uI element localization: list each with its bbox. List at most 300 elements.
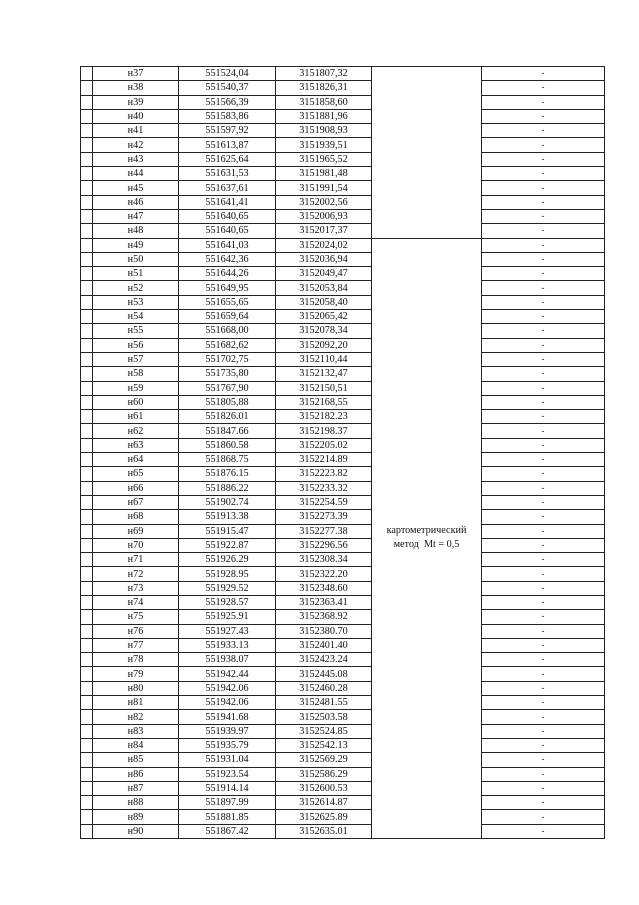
- x-coordinate-cell: 551767,90: [179, 381, 276, 395]
- point-name-cell: н58: [93, 367, 179, 381]
- point-name-cell: н40: [93, 109, 179, 123]
- x-coordinate-cell: 551597,92: [179, 124, 276, 138]
- point-name-cell: н52: [93, 281, 179, 295]
- x-coordinate-cell: 551926.29: [179, 553, 276, 567]
- y-coordinate-cell: 3152635.01: [276, 824, 372, 838]
- value-dash-cell: -: [482, 238, 605, 252]
- coordinates-table-body: [81, 67, 605, 839]
- row-margin-cell: [81, 767, 93, 781]
- table-row: [81, 395, 605, 409]
- value-dash-cell: -: [482, 453, 605, 467]
- value-dash-cell: -: [482, 738, 605, 752]
- point-name-cell: н48: [93, 224, 179, 238]
- row-margin-cell: [81, 481, 93, 495]
- x-coordinate-cell: 551640,65: [179, 224, 276, 238]
- table-row: [81, 95, 605, 109]
- value-dash-cell: -: [482, 796, 605, 810]
- table-row: [81, 696, 605, 710]
- row-margin-cell: [81, 538, 93, 552]
- y-coordinate-cell: 3152380.70: [276, 624, 372, 638]
- value-dash-cell: -: [482, 395, 605, 409]
- x-coordinate-cell: 551931.04: [179, 753, 276, 767]
- y-coordinate-cell: 3152233.32: [276, 481, 372, 495]
- row-margin-cell: [81, 209, 93, 223]
- row-margin-cell: [81, 310, 93, 324]
- x-coordinate-cell: 551847.66: [179, 424, 276, 438]
- table-row: [81, 324, 605, 338]
- x-coordinate-cell: 551942.06: [179, 696, 276, 710]
- row-margin-cell: [81, 510, 93, 524]
- row-margin-cell: [81, 167, 93, 181]
- y-coordinate-cell: 3152614.87: [276, 796, 372, 810]
- y-coordinate-cell: 3152460.28: [276, 681, 372, 695]
- y-coordinate-cell: 3152445.08: [276, 667, 372, 681]
- table-row: [81, 567, 605, 581]
- coordinates-table: [80, 66, 605, 839]
- row-margin-cell: [81, 424, 93, 438]
- value-dash-cell: -: [482, 224, 605, 238]
- point-name-cell: н57: [93, 352, 179, 366]
- y-coordinate-cell: 3152053,84: [276, 281, 372, 295]
- value-dash-cell: -: [482, 753, 605, 767]
- table-row: [81, 310, 605, 324]
- table-row: [81, 352, 605, 366]
- value-dash-cell: -: [482, 181, 605, 195]
- row-margin-cell: [81, 624, 93, 638]
- y-coordinate-cell: 3152002,56: [276, 195, 372, 209]
- point-name-cell: н72: [93, 567, 179, 581]
- x-coordinate-cell: 551881.85: [179, 810, 276, 824]
- x-coordinate-cell: 551735,80: [179, 367, 276, 381]
- x-coordinate-cell: 551637,61: [179, 181, 276, 195]
- point-name-cell: н45: [93, 181, 179, 195]
- row-margin-cell: [81, 81, 93, 95]
- value-dash-cell: -: [482, 124, 605, 138]
- point-name-cell: н69: [93, 524, 179, 538]
- row-margin-cell: [81, 553, 93, 567]
- point-name-cell: н49: [93, 238, 179, 252]
- y-coordinate-cell: 3152024,02: [276, 238, 372, 252]
- table-row: [81, 767, 605, 781]
- y-coordinate-cell: 3151965,52: [276, 152, 372, 166]
- row-margin-cell: [81, 495, 93, 509]
- point-name-cell: н78: [93, 653, 179, 667]
- method-cell-upper: [372, 67, 482, 239]
- value-dash-cell: -: [482, 595, 605, 609]
- row-margin-cell: [81, 124, 93, 138]
- y-coordinate-cell: 3152150,51: [276, 381, 372, 395]
- x-coordinate-cell: 551868.75: [179, 453, 276, 467]
- table-row: [81, 381, 605, 395]
- row-margin-cell: [81, 267, 93, 281]
- x-coordinate-cell: 551659,64: [179, 310, 276, 324]
- table-row: [81, 181, 605, 195]
- row-margin-cell: [81, 567, 93, 581]
- row-margin-cell: [81, 595, 93, 609]
- y-coordinate-cell: 3152481.55: [276, 696, 372, 710]
- method-text-line1: картометрический: [386, 525, 467, 537]
- value-dash-cell: -: [482, 324, 605, 338]
- y-coordinate-cell: 3151939,51: [276, 138, 372, 152]
- table-row: [81, 453, 605, 467]
- y-coordinate-cell: 3152273.39: [276, 510, 372, 524]
- value-dash-cell: -: [482, 781, 605, 795]
- row-margin-cell: [81, 67, 93, 81]
- y-coordinate-cell: 3152254.59: [276, 495, 372, 509]
- value-dash-cell: -: [482, 510, 605, 524]
- row-margin-cell: [81, 753, 93, 767]
- x-coordinate-cell: 551938.07: [179, 653, 276, 667]
- point-name-cell: н39: [93, 95, 179, 109]
- x-coordinate-cell: 551913.38: [179, 510, 276, 524]
- table-row: [81, 653, 605, 667]
- x-coordinate-cell: 551935.79: [179, 738, 276, 752]
- table-row: [81, 67, 605, 81]
- point-name-cell: н65: [93, 467, 179, 481]
- y-coordinate-cell: 3152182.23: [276, 410, 372, 424]
- point-name-cell: н37: [93, 67, 179, 81]
- y-coordinate-cell: 3152401.40: [276, 638, 372, 652]
- point-name-cell: н53: [93, 295, 179, 309]
- y-coordinate-cell: 3152600.53: [276, 781, 372, 795]
- table-row: [81, 81, 605, 95]
- table-row: [81, 638, 605, 652]
- point-name-cell: н84: [93, 738, 179, 752]
- y-coordinate-cell: 3152363.41: [276, 595, 372, 609]
- x-coordinate-cell: 551566,39: [179, 95, 276, 109]
- point-name-cell: н51: [93, 267, 179, 281]
- table-row: [81, 167, 605, 181]
- row-margin-cell: [81, 295, 93, 309]
- table-row: [81, 595, 605, 609]
- row-margin-cell: [81, 395, 93, 409]
- table-row: [81, 624, 605, 638]
- y-coordinate-cell: 3152277.38: [276, 524, 372, 538]
- row-margin-cell: [81, 438, 93, 452]
- value-dash-cell: -: [482, 767, 605, 781]
- row-margin-cell: [81, 738, 93, 752]
- method-cell: [372, 238, 482, 838]
- value-dash-cell: -: [482, 67, 605, 81]
- row-margin-cell: [81, 710, 93, 724]
- value-dash-cell: -: [482, 438, 605, 452]
- table-row: [81, 424, 605, 438]
- x-coordinate-cell: 551826.01: [179, 410, 276, 424]
- x-coordinate-cell: 551641,03: [179, 238, 276, 252]
- table-row: [81, 252, 605, 266]
- x-coordinate-cell: 551925.91: [179, 610, 276, 624]
- x-coordinate-cell: 551923.54: [179, 767, 276, 781]
- point-name-cell: н63: [93, 438, 179, 452]
- table-row: [81, 267, 605, 281]
- table-row: [81, 738, 605, 752]
- x-coordinate-cell: 551922.87: [179, 538, 276, 552]
- value-dash-cell: -: [482, 95, 605, 109]
- value-dash-cell: -: [482, 109, 605, 123]
- point-name-cell: н42: [93, 138, 179, 152]
- value-dash-cell: -: [482, 167, 605, 181]
- y-coordinate-cell: 3152017,37: [276, 224, 372, 238]
- row-margin-cell: [81, 224, 93, 238]
- x-coordinate-cell: 551915.47: [179, 524, 276, 538]
- y-coordinate-cell: 3152368.92: [276, 610, 372, 624]
- x-coordinate-cell: 551939.97: [179, 724, 276, 738]
- table-row: [81, 481, 605, 495]
- x-coordinate-cell: 551524,04: [179, 67, 276, 81]
- y-coordinate-cell: 3151991,54: [276, 181, 372, 195]
- value-dash-cell: -: [482, 610, 605, 624]
- table-row: [81, 538, 605, 552]
- point-name-cell: н80: [93, 681, 179, 695]
- row-margin-cell: [81, 338, 93, 352]
- point-name-cell: н73: [93, 581, 179, 595]
- table-row: [81, 753, 605, 767]
- x-coordinate-cell: 551655,65: [179, 295, 276, 309]
- value-dash-cell: -: [482, 810, 605, 824]
- y-coordinate-cell: 3151826,31: [276, 81, 372, 95]
- point-name-cell: н82: [93, 710, 179, 724]
- point-name-cell: н46: [93, 195, 179, 209]
- y-coordinate-cell: 3152065,42: [276, 310, 372, 324]
- y-coordinate-cell: 3152625.89: [276, 810, 372, 824]
- y-coordinate-cell: 3151981,48: [276, 167, 372, 181]
- value-dash-cell: -: [482, 281, 605, 295]
- table-row: [81, 195, 605, 209]
- point-name-cell: н60: [93, 395, 179, 409]
- point-name-cell: н59: [93, 381, 179, 395]
- row-margin-cell: [81, 467, 93, 481]
- table-row: [81, 124, 605, 138]
- y-coordinate-cell: 3151858,60: [276, 95, 372, 109]
- value-dash-cell: -: [482, 524, 605, 538]
- y-coordinate-cell: 3152036,94: [276, 252, 372, 266]
- point-name-cell: н90: [93, 824, 179, 838]
- table-row: [81, 224, 605, 238]
- x-coordinate-cell: 551642,36: [179, 252, 276, 266]
- value-dash-cell: -: [482, 310, 605, 324]
- point-name-cell: н89: [93, 810, 179, 824]
- table-row: [81, 667, 605, 681]
- y-coordinate-cell: 3152058,40: [276, 295, 372, 309]
- y-coordinate-cell: 3152308.34: [276, 553, 372, 567]
- y-coordinate-cell: 3152296.56: [276, 538, 372, 552]
- y-coordinate-cell: 3152569.29: [276, 753, 372, 767]
- row-margin-cell: [81, 352, 93, 366]
- method-text-line2: метод Mt = 0,5: [393, 539, 460, 551]
- y-coordinate-cell: 3152078,34: [276, 324, 372, 338]
- table-row: [81, 610, 605, 624]
- value-dash-cell: -: [482, 352, 605, 366]
- x-coordinate-cell: 551668,00: [179, 324, 276, 338]
- table-row: [81, 410, 605, 424]
- value-dash-cell: -: [482, 267, 605, 281]
- y-coordinate-cell: 3152542.13: [276, 738, 372, 752]
- row-margin-cell: [81, 524, 93, 538]
- value-dash-cell: -: [482, 367, 605, 381]
- row-margin-cell: [81, 195, 93, 209]
- x-coordinate-cell: 551613,87: [179, 138, 276, 152]
- row-margin-cell: [81, 281, 93, 295]
- row-margin-cell: [81, 610, 93, 624]
- point-name-cell: н83: [93, 724, 179, 738]
- row-margin-cell: [81, 367, 93, 381]
- table-row: [81, 109, 605, 123]
- x-coordinate-cell: 551876.15: [179, 467, 276, 481]
- value-dash-cell: -: [482, 152, 605, 166]
- row-margin-cell: [81, 95, 93, 109]
- y-coordinate-cell: 3151908,93: [276, 124, 372, 138]
- y-coordinate-cell: 3151807,32: [276, 67, 372, 81]
- table-row: [81, 724, 605, 738]
- row-margin-cell: [81, 324, 93, 338]
- point-name-cell: н75: [93, 610, 179, 624]
- value-dash-cell: -: [482, 252, 605, 266]
- x-coordinate-cell: 551897.99: [179, 796, 276, 810]
- point-name-cell: н77: [93, 638, 179, 652]
- value-dash-cell: -: [482, 467, 605, 481]
- x-coordinate-cell: 551933.13: [179, 638, 276, 652]
- x-coordinate-cell: 551886.22: [179, 481, 276, 495]
- y-coordinate-cell: 3152348.60: [276, 581, 372, 595]
- row-margin-cell: [81, 810, 93, 824]
- point-name-cell: н87: [93, 781, 179, 795]
- point-name-cell: н44: [93, 167, 179, 181]
- table-row: [81, 209, 605, 223]
- point-name-cell: н74: [93, 595, 179, 609]
- row-margin-cell: [81, 152, 93, 166]
- x-coordinate-cell: 551631,53: [179, 167, 276, 181]
- y-coordinate-cell: 3152214.89: [276, 453, 372, 467]
- x-coordinate-cell: 551641,41: [179, 195, 276, 209]
- point-name-cell: н55: [93, 324, 179, 338]
- y-coordinate-cell: 3152092,20: [276, 338, 372, 352]
- table-row: [81, 681, 605, 695]
- point-name-cell: н43: [93, 152, 179, 166]
- x-coordinate-cell: 551682,62: [179, 338, 276, 352]
- value-dash-cell: -: [482, 581, 605, 595]
- row-margin-cell: [81, 824, 93, 838]
- table-row: [81, 524, 605, 538]
- x-coordinate-cell: 551805,88: [179, 395, 276, 409]
- x-coordinate-cell: 551928.57: [179, 595, 276, 609]
- x-coordinate-cell: 551640,65: [179, 209, 276, 223]
- value-dash-cell: -: [482, 710, 605, 724]
- y-coordinate-cell: 3152006,93: [276, 209, 372, 223]
- x-coordinate-cell: 551929.52: [179, 581, 276, 595]
- row-margin-cell: [81, 667, 93, 681]
- row-margin-cell: [81, 252, 93, 266]
- value-dash-cell: -: [482, 538, 605, 552]
- y-coordinate-cell: 3152205.02: [276, 438, 372, 452]
- point-name-cell: н41: [93, 124, 179, 138]
- y-coordinate-cell: 3152198.37: [276, 424, 372, 438]
- value-dash-cell: -: [482, 696, 605, 710]
- value-dash-cell: -: [482, 209, 605, 223]
- table-row: [81, 781, 605, 795]
- table-row: [81, 824, 605, 838]
- x-coordinate-cell: 551942.06: [179, 681, 276, 695]
- y-coordinate-cell: 3152049,47: [276, 267, 372, 281]
- x-coordinate-cell: 551941.68: [179, 710, 276, 724]
- table-row: [81, 495, 605, 509]
- x-coordinate-cell: 551867.42: [179, 824, 276, 838]
- row-margin-cell: [81, 724, 93, 738]
- point-name-cell: н79: [93, 667, 179, 681]
- point-name-cell: н67: [93, 495, 179, 509]
- point-name-cell: н56: [93, 338, 179, 352]
- point-name-cell: н61: [93, 410, 179, 424]
- table-row: [81, 238, 605, 252]
- point-name-cell: н85: [93, 753, 179, 767]
- point-name-cell: н68: [93, 510, 179, 524]
- row-margin-cell: [81, 796, 93, 810]
- point-name-cell: н54: [93, 310, 179, 324]
- table-row: [81, 281, 605, 295]
- row-margin-cell: [81, 696, 93, 710]
- value-dash-cell: -: [482, 624, 605, 638]
- value-dash-cell: -: [482, 481, 605, 495]
- y-coordinate-cell: 3152168,55: [276, 395, 372, 409]
- table-row: [81, 581, 605, 595]
- row-margin-cell: [81, 681, 93, 695]
- value-dash-cell: -: [482, 824, 605, 838]
- row-margin-cell: [81, 653, 93, 667]
- y-coordinate-cell: 3152423.24: [276, 653, 372, 667]
- x-coordinate-cell: 551540,37: [179, 81, 276, 95]
- point-name-cell: н38: [93, 81, 179, 95]
- x-coordinate-cell: 551625,64: [179, 152, 276, 166]
- point-name-cell: н62: [93, 424, 179, 438]
- row-margin-cell: [81, 581, 93, 595]
- table-row: [81, 138, 605, 152]
- value-dash-cell: -: [482, 681, 605, 695]
- x-coordinate-cell: 551942.44: [179, 667, 276, 681]
- value-dash-cell: -: [482, 381, 605, 395]
- x-coordinate-cell: 551644,26: [179, 267, 276, 281]
- table-row: [81, 367, 605, 381]
- table-row: [81, 796, 605, 810]
- row-margin-cell: [81, 410, 93, 424]
- y-coordinate-cell: 3152524.85: [276, 724, 372, 738]
- y-coordinate-cell: 3152586.29: [276, 767, 372, 781]
- x-coordinate-cell: 551860.58: [179, 438, 276, 452]
- value-dash-cell: -: [482, 295, 605, 309]
- table-row: [81, 467, 605, 481]
- row-margin-cell: [81, 453, 93, 467]
- value-dash-cell: -: [482, 567, 605, 581]
- point-name-cell: н88: [93, 796, 179, 810]
- table-row: [81, 152, 605, 166]
- y-coordinate-cell: 3152223.82: [276, 467, 372, 481]
- table-row: [81, 338, 605, 352]
- row-margin-cell: [81, 638, 93, 652]
- row-margin-cell: [81, 238, 93, 252]
- point-name-cell: н86: [93, 767, 179, 781]
- value-dash-cell: -: [482, 138, 605, 152]
- table-row: [81, 510, 605, 524]
- value-dash-cell: -: [482, 638, 605, 652]
- row-margin-cell: [81, 381, 93, 395]
- value-dash-cell: -: [482, 553, 605, 567]
- x-coordinate-cell: 551702,75: [179, 352, 276, 366]
- point-name-cell: н50: [93, 252, 179, 266]
- point-name-cell: н71: [93, 553, 179, 567]
- x-coordinate-cell: 551928.95: [179, 567, 276, 581]
- value-dash-cell: -: [482, 667, 605, 681]
- point-name-cell: н70: [93, 538, 179, 552]
- table-row: [81, 295, 605, 309]
- y-coordinate-cell: 3151881,96: [276, 109, 372, 123]
